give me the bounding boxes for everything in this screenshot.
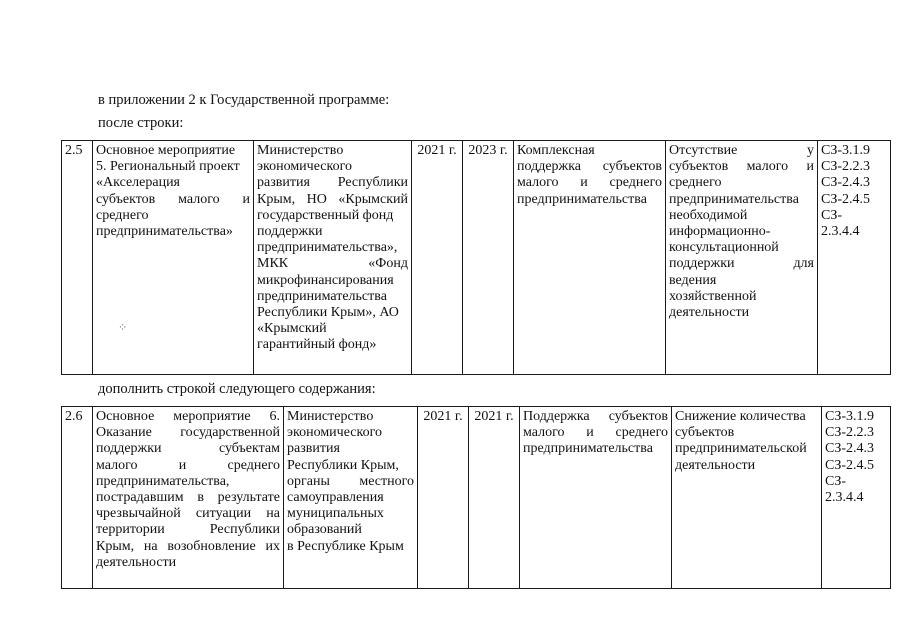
measure-line: предпринимательства» [96, 224, 233, 240]
intro-line-3: дополнить строкой следующего содержания: [98, 381, 376, 397]
row-number: 2.5 [62, 141, 93, 375]
executor-line: микрофинансирования [257, 272, 394, 288]
consequence-line: поддержки для [669, 256, 814, 272]
executor-line: развития Республики [257, 175, 408, 191]
consequence-line: Снижение количества [675, 409, 806, 424]
consequence-line: Отсутствие у [669, 143, 814, 158]
codes-cell [822, 407, 891, 589]
measure-line: поддержки субъектам [96, 441, 280, 457]
executor-line: Республики Крым», АО [257, 305, 399, 321]
measure-line: среднего [96, 207, 149, 223]
executor-line: Крым, НО «Крымский [257, 191, 408, 207]
code-line: СЗ-2.4.5 [825, 457, 875, 473]
executor-line: «Крымский [257, 321, 327, 337]
executor-line: в Республике Крым [287, 538, 404, 554]
code-line: СЗ-3.1.9 [825, 409, 875, 424]
executor-line: органы местного [287, 473, 414, 489]
executor-line: гарантийный фонд» [257, 337, 377, 353]
result-line: предпринимательства [523, 441, 653, 457]
code-line: СЗ- [821, 207, 843, 223]
executor-line: самоуправления [287, 490, 384, 506]
executor-line: Республики Крым, [287, 457, 399, 473]
consequence-line: деятельности [669, 305, 750, 321]
consequence-line: деятельности [675, 457, 756, 473]
year-end: 2021 г. [469, 407, 520, 589]
code-line: СЗ-2.4.3 [821, 175, 871, 191]
result-line: поддержка субъектов [517, 159, 662, 175]
executor-line: образований [287, 522, 362, 538]
code-line: СЗ- [825, 473, 847, 489]
executor-line: МКК «Фонд [257, 256, 408, 272]
consequence-line: ведения [669, 272, 717, 288]
executor-line: развития [287, 441, 340, 457]
measure-line: пострадавшим в результате [96, 490, 280, 506]
row-number: 2.6 [62, 407, 93, 589]
executor-line: Министерство [287, 409, 374, 424]
consequence-line: информационно- [669, 224, 771, 240]
measure-line: Основное мероприятие 6. [96, 409, 280, 424]
measure-line: «Акселерация [96, 175, 180, 191]
scan-mark: ⁘ [118, 322, 128, 334]
table-new-row [61, 406, 891, 589]
table-row [62, 141, 891, 375]
result-line: малого и среднего [517, 175, 662, 191]
measure-line: малого и среднего [96, 457, 280, 473]
code-line: СЗ-3.1.9 [821, 143, 871, 158]
executor-line: Министерство [257, 143, 344, 158]
measure-line: 5. Региональный проект [96, 159, 240, 175]
executor-line: предпринимательства», [257, 240, 398, 256]
consequence-cell [672, 407, 822, 589]
consequence-line: предпринимательства [669, 191, 799, 207]
executor-line: поддержки [257, 224, 323, 240]
measure-cell [93, 407, 284, 589]
executor-line: государственный фонд [257, 207, 394, 223]
measure-cell [93, 141, 254, 375]
year-end: 2023 г. [463, 141, 514, 375]
code-line: СЗ-2.4.3 [825, 441, 875, 457]
table-existing-row [61, 140, 891, 375]
year-start: 2021 г. [418, 407, 469, 589]
consequence-line: необходимой [669, 207, 748, 223]
consequence-line: предпринимательской [675, 441, 807, 457]
measure-line: Крым, на возобновление их [96, 538, 280, 554]
executor-line: экономического [287, 425, 382, 441]
result-line: предпринимательства [517, 191, 647, 207]
result-cell [520, 407, 672, 589]
consequence-line: среднего [669, 175, 722, 191]
consequence-line: консультационной [669, 240, 779, 256]
intro-line-2: после строки: [98, 115, 184, 131]
measure-line: Оказание государственной [96, 425, 280, 441]
code-line: 2.3.4.4 [821, 224, 860, 240]
measure-line: деятельности [96, 554, 177, 570]
consequence-line: субъектов малого и [669, 159, 814, 175]
table-row [62, 407, 891, 589]
intro-line-1: в приложении 2 к Государственной программе: [98, 92, 390, 108]
measure-line: предпринимательства, [96, 473, 230, 489]
code-line: 2.3.4.4 [825, 490, 864, 506]
result-cell [514, 141, 666, 375]
consequence-line: хозяйственной [669, 288, 757, 304]
year-start: 2021 г. [412, 141, 463, 375]
executor-line: предпринимательства [257, 288, 387, 304]
measure-line: Основное мероприятие [96, 143, 236, 158]
result-line: Комплексная [517, 143, 595, 158]
measure-line: субъектов малого и [96, 191, 250, 207]
result-line: малого и среднего [523, 425, 668, 441]
executor-cell [254, 141, 412, 375]
measure-line: чрезвычайной ситуации на [96, 506, 280, 522]
executor-line: экономического [257, 159, 352, 175]
code-line: СЗ-2.2.3 [825, 425, 875, 441]
executor-line: муниципальных [287, 506, 384, 522]
code-line: СЗ-2.2.3 [821, 159, 871, 175]
result-line: Поддержка субъектов [523, 409, 668, 424]
consequence-cell [666, 141, 818, 375]
codes-cell [818, 141, 891, 375]
consequence-line: субъектов [675, 425, 735, 441]
code-line: СЗ-2.4.5 [821, 191, 871, 207]
executor-cell [284, 407, 418, 589]
measure-line: территории Республики [96, 522, 280, 538]
